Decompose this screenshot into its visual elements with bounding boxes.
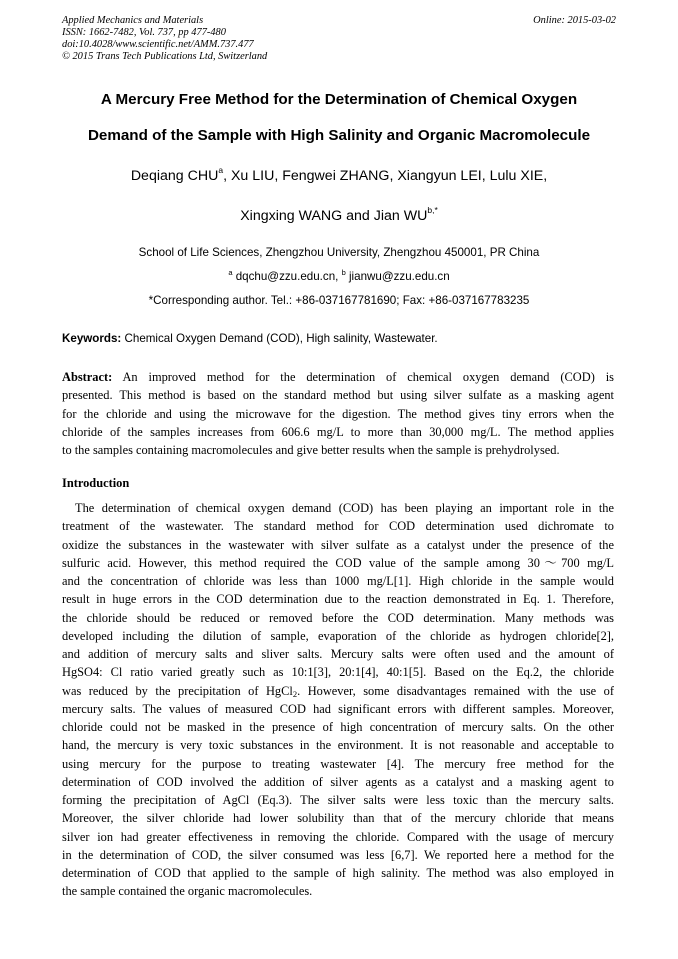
- intro-line: mercury salts. The values of measured COD had significant errors with different samples. Moreover,: [62, 701, 614, 716]
- intro-line: the sample contained the organic macromolecules.: [62, 884, 313, 899]
- doi-line: doi:10.4028/www.scientific.net/AMM.737.477: [62, 39, 254, 50]
- introduction-heading: Introduction: [62, 476, 130, 490]
- authors-line-2: [40, 205, 638, 224]
- hgcl2-subscript: 2: [292, 688, 298, 699]
- abstract-line: to the samples containing macromolecules and give better results when the sample is prehydrolysed.: [62, 443, 560, 457]
- intro-line: hand, the mercury is very toxic substances in the environment. It is not reasonable and acceptable to: [62, 738, 614, 753]
- intro-line: developed including the dilution of sample, evaporation of the chloride as hydrogen chloride[2],: [62, 628, 614, 643]
- abstract: [62, 368, 614, 459]
- intro-line: using mercury for the purpose to treating wastewater [4]. The mercury free method for the: [62, 756, 614, 771]
- intro-line: in the determination of COD, the silver consumed was less [6,7]. We reported here a method for the: [62, 847, 614, 862]
- intro-line: forming the precipitation of AgCl (Eq.3). The silver salts were less toxic than the mercury salts.: [62, 793, 614, 807]
- intro-line: chloride could not be masked in the presence of high concentration of mercury salts. On the other: [62, 720, 614, 734]
- authors-others: , Xu LIU, Fengwei ZHANG, Xiangyun LEI, Lulu XIE,: [223, 168, 548, 184]
- corresponding-author: *Corresponding author. Tel.: +86-037167781690; Fax: +86-037167783235: [148, 294, 530, 307]
- intro-line: result in huge errors in the COD determination due to the reaction demonstrated in Eq. 1. Therefore,: [62, 592, 614, 607]
- issn-line: ISSN: 1662-7482, Vol. 737, pp 477-480: [62, 27, 226, 38]
- keywords-label: Keywords:: [62, 332, 122, 345]
- paper-title-line-2: Demand of the Sample with High Salinity and Organic Macromolecule: [87, 127, 591, 144]
- intro-line: sulfuric acid. However, this method required the COD value of the sample among 30～700 mg/L: [62, 555, 614, 570]
- intro-line: and the concentration of chloride was less than 1000 mg/L[1]. High chloride in the sample would: [62, 574, 614, 588]
- intro-line: Moreover, the silver chloride had lower solubility than that of the mercury chloride that means: [62, 811, 614, 826]
- intro-line: the chloride should be reduced or removed before the COD determination. Many methods was: [62, 610, 614, 625]
- journal-name: Applied Mechanics and Materials: [62, 15, 204, 26]
- authors-wang-wu: Xingxing WANG and Jian WU: [240, 208, 428, 224]
- email-a: dqchu@zzu.edu.cn,: [232, 270, 342, 283]
- abstract-line: for the chloride and using the microwave for the digestion. The method gives tiny errors when the: [62, 406, 614, 421]
- copyright-line: © 2015 Trans Tech Publications Ltd, Switzerland: [62, 51, 268, 62]
- online-date: Online: 2015-03-02: [533, 15, 616, 26]
- abstract-line: presented. This method is based on the standard method but using silver sulfate as a masking agent: [62, 388, 614, 403]
- abstract-label: Abstract:: [62, 370, 113, 384]
- introduction-body: [62, 499, 614, 901]
- paper-title-line-1: A Mercury Free Method for the Determination of Chemical Oxygen: [100, 91, 578, 108]
- email-b-sup: b: [341, 268, 346, 277]
- intro-line: determination of COD involved the addition of silver agents as a catalyst and a masking agent to: [62, 774, 614, 789]
- author-wu-sup: b,*: [427, 205, 438, 215]
- abstract-line: chloride of the samples increases from 606.6 mg/L to more than 30,000 mg/L. The method applies: [62, 424, 614, 439]
- author-chu-sup: a: [218, 165, 224, 175]
- email-a-sup: a: [228, 268, 233, 277]
- intro-line: HgSO4: Cl ratio varied greatly such as 10:1[3], 20:1[4], 40:1[5]. Based on the Eq.2, the chloride: [62, 665, 614, 680]
- intro-line: and addition of mercury salts and sliver salts. Mercury salts were often used and the amount of: [62, 647, 614, 661]
- intro-line: determination of COD that applied to the sample of high salinity. The method was also employed in: [62, 866, 614, 880]
- email-line: [40, 270, 638, 283]
- authors-line-1: [40, 165, 638, 184]
- keywords-text: Chemical Oxygen Demand (COD), High salinity, Wastewater.: [121, 332, 438, 345]
- journal-meta: [62, 15, 267, 63]
- intro-line: treatment of the wastewater. The standard method for COD determination used dichromate to: [62, 519, 614, 534]
- intro-line: The determination of chemical oxygen demand (COD) has been playing an important role in the: [75, 501, 614, 515]
- intro-line: was reduced by the precipitation of HgCl$_2$. However, some disadvantages remained with the use of: [62, 683, 615, 699]
- keywords: [62, 332, 438, 345]
- author-chu: Deqiang CHU: [130, 168, 219, 184]
- intro-line: silver ion had greater effectiveness in removing the chloride. Compared with the usage of mercury: [62, 829, 614, 844]
- affiliation: School of Life Sciences, Zhengzhou University, Zhengzhou 450001, PR China: [138, 246, 540, 259]
- email-b: jianwu@zzu.edu.cn: [345, 270, 450, 283]
- intro-line: oxidize the substances in the wastewater with silver sulfate as a catalyst under the presence of the: [62, 537, 614, 552]
- abstract-line: Abstract: An improved method for the determination of chemical oxygen demand (COD) is: [62, 370, 614, 384]
